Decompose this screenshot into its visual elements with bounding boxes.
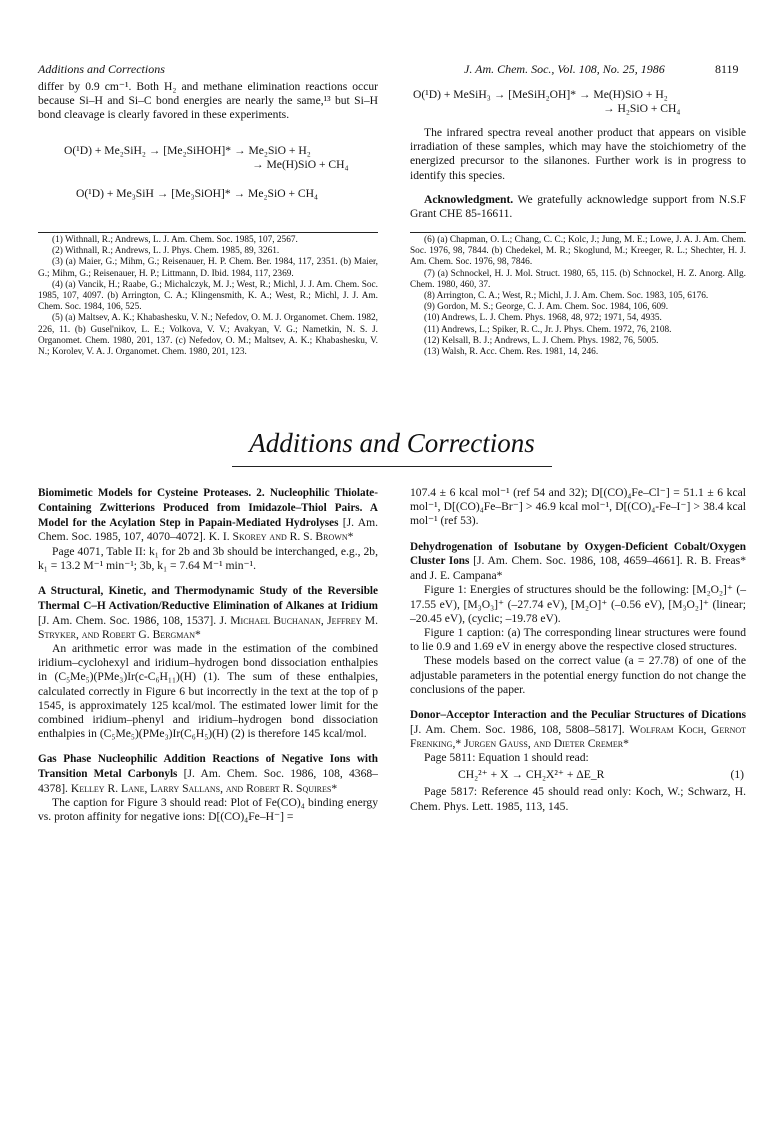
continued-paragraph: differ by 0.9 cm⁻¹. Both H₂ and methane elimination reactions occur because Si–H and Si–C bond energies are nearly the same,¹³ but Si–H bond cleavage is clearly favored in these experiments. — [38, 80, 378, 122]
running-head-journal: J. Am. Chem. Soc., Vol. 108, No. 25, 1986 — [464, 62, 665, 76]
correction-1-title: Biomimetic Models for Cysteine Proteases. 2. Nucleophilic Thiolate-Containing Zwitterions Produced from Imidazole–Thiol Pairs. A Model for the Acylation Step in Papain-Mediated Hydrolyses — [38, 487, 378, 529]
top-right-column — [410, 126, 746, 221]
correction-2-heading — [38, 584, 378, 642]
section-title: Additions and Corrections — [249, 428, 535, 458]
correction-5-citation: [J. Am. Chem. Soc. 1986, 108, 5808–5817]. — [410, 722, 625, 736]
correction-3-title: Gas Phase Nucleophilic Addition Reactions of Negative Ions with Transition Metal Carbonyls — [38, 753, 378, 781]
infrared-paragraph: The infrared spectra reveal another product that appears on visible irradiation of these samples, which may have the stoichiometry of the energized precursor to the silanones. Further work is in progress to identify this species. — [410, 126, 746, 182]
equation-3-line-2: → H₂SiO + CH₄ — [603, 102, 681, 115]
reference-item: (9) Gordon, M. S.; George, C. J. Am. Chem. Soc. 1984, 106, 609. — [424, 302, 669, 313]
correction-1-authors: K. I. Skorey and R. S. Brown* — [208, 530, 354, 544]
reference-item: (7) (a) Schnockel, H. J. Mol. Struct. 1980, 65, 115. (b) Schnockel, H. Z. Anorg. Allg. Chem. 1980, 460, 37. — [410, 268, 746, 290]
correction-3-citation: [J. Am. Chem. Soc. 1986, 108, 4368–4378]. — [38, 767, 378, 796]
correction-5-equation: CH₂²⁺ + X → CH₂X²⁺ + ΔE_R — [458, 768, 605, 782]
reference-item: (1) Withnall, R.; Andrews, L. J. Am. Chem. Soc. 1985, 107, 2567. — [52, 235, 298, 245]
correction-5-paragraph-2: Page 5817: Reference 45 should read only: Koch, W.; Schwarz, H. Chem. Phys. Lett. 1985, 113, 145. — [410, 785, 746, 813]
reference-item: (2) Withnall, R.; Andrews, L. J. Phys. Chem. 1985, 89, 3261. — [52, 246, 280, 257]
correction-1-heading — [38, 486, 378, 545]
footnote-rule-left — [38, 232, 378, 233]
correction-5-equation-row — [410, 765, 746, 785]
equation-2: O(¹D) + Me₃SiH → [Me₃SiOH]* → Me₂SiO + CH₄ — [76, 187, 319, 200]
reference-item: (4) (a) Vancik, H.; Raabe, G.; Michalczyk, M. J.; West, R.; Michl, J. J. Am. Chem. Soc. 1985, 107, 4097. (b) Arrington, C. A.; Klingensmith, K. A.; West, R.; Michl, J. J. Am. Chem. Soc. 1984, 106, 525. — [38, 279, 378, 313]
correction-4-paragraph-1: Figure 1: Energies of structures should be the following: [M₂O₂]⁺ (–17.55 eV), [M₃O₃]⁺ (–27.74 eV), [M₂O]⁺ (–0.56 eV), [M₃O₂]⁺ (linear; –20.45 eV), (cyclic; –19.78 eV). — [410, 583, 746, 625]
section-title-rule — [232, 466, 552, 467]
equation-3-line-1: O(¹D) + MeSiH₃ → [MeSiH₂OH]* → Me(H)SiO + H₂ — [413, 88, 668, 101]
correction-2-title: A Structural, Kinetic, and Thermodynamic Study of the Reversible Thermal C–H Activation/Reductive Elimination of Alkanes at Iridium — [38, 585, 378, 612]
correction-3-heading — [38, 752, 378, 796]
reference-item: (5) (a) Maltsev, A. K.; Khabashesku, V. N.; Nefedov, O. M. J. Organomet. Chem. 1982, 226, 11. (b) Gusel'nikov, L. E.; Volkova, V. V.; Avakyan, V. G.; Nametkin, N. S. J. Organomet. Chem. 1980, 201, 137. (c) Nefedov, O. M.; Maltsev, A. K.; Khabashesku, V. N.; Korolev, V. A. J. Organomet. Chem. 1980, 201, 123. — [38, 313, 378, 358]
reference-item: (13) Walsh, R. Acc. Chem. Res. 1981, 14, 246. — [424, 347, 599, 358]
references-left — [38, 235, 378, 358]
correction-1-citation: [J. Am. Chem. Soc. 1985, 107, 4070–4072]. — [38, 515, 378, 544]
correction-2-citation: [J. Am. Chem. Soc. 1986, 108, 1537]. — [38, 613, 217, 627]
correction-3-continued: 107.4 ± 6 kcal mol⁻¹ (ref 54 and 32); D[(CO)₄Fe–Cl⁻] = 51.1 ± 6 kcal mol⁻¹, D[(CO)₄Fe–Br⁻] > 46.9 kcal mol⁻¹, D[(CO)₄-Fe–I⁻] > 38.4 kcal mol⁻¹ (ref 53). — [410, 486, 746, 528]
reference-item: (6) (a) Chapman, O. L.; Chang, C. C.; Kolc, J.; Jung, M. E.; Lowe, J. A. J. Am. Chem. Soc. 1976, 98, 7844. (b) Chedekel, M. R.; Skoglund, M.; Kreeger, R. L.; Shechter, H. J. Am. Chem. Soc. 1976, 98, 7846. — [410, 235, 746, 268]
correction-2-body: An arithmetic error was made in the estimation of the combined iridium–cyclohexyl and iridium–hydrogen bond dissociation enthalpies in (C₅Me₅)(PMe₃)Ir(c-C₆H₁₁)(H) (1). The sum of these enthalpies, calculated correctly in Figure 6 but incorrectly in the text at the top of p 1545, is approximately 125 kcal/mol. The estimated lower limit for the combined iridium–phenyl and iridium–hydrogen bond dissociation enthalpies in (C₅Me₅)(PMe₃)Ir(C₆H₅)(H) (2) is therefore 145 kcal/mol. — [38, 642, 378, 741]
equation-1-line-2: → Me(H)SiO + CH₄ — [252, 158, 349, 171]
correction-4-heading — [410, 540, 746, 584]
reference-item: (8) Arrington, C. A.; West, R.; Michl, J. J. Am. Chem. Soc. 1983, 105, 6176. — [424, 291, 709, 302]
correction-5-equation-number: (1) — [730, 768, 744, 782]
correction-4-citation: [J. Am. Chem. Soc. 1986, 108, 4659–4661]. — [473, 554, 683, 568]
top-left-column — [38, 80, 378, 123]
correction-4-title: Dehydrogenation of Isobutane by Oxygen-Deficient Cobalt/Oxygen Cluster Ions — [410, 540, 746, 568]
correction-4-paragraph-3: These models based on the correct value (a = 27.78) of one of the adjustable parameters in the potential energy function do not change the conclusions of the paper. — [410, 654, 746, 696]
footnote-rule-right — [410, 232, 746, 233]
correction-4-paragraph-2: Figure 1 caption: (a) The corresponding linear structures were found to lie 0.9 and 1.69 eV in energy above the respective closed structures. — [410, 626, 746, 654]
acknowledgment — [410, 193, 746, 221]
references-right — [410, 235, 746, 358]
correction-3-body: The caption for Figure 3 should read: Plot of Fe(CO)₄ binding energy vs. proton affinity for negative ions: D[(CO)₄Fe–H⁻] = — [38, 796, 378, 824]
correction-5-title: Donor–Acceptor Interaction and the Peculiar Structures of Dications — [410, 709, 746, 722]
reference-item: (10) Andrews, L. J. Chem. Phys. 1968, 48, 972; 1971, 54, 4935. — [424, 313, 662, 324]
correction-2-authors: J. Michael Buchanan, Jeffrey M. Stryker, and Robert G. Bergman* — [38, 613, 379, 641]
running-head-left: Additions and Corrections — [38, 62, 165, 76]
correction-5-authors: Wolfram Koch, Gernot Frenking,* Jurgen Gauss, and Dieter Cremer* — [410, 722, 747, 751]
correction-5-paragraph-1: Page 5811: Equation 1 should read: — [424, 751, 589, 765]
equation-1-line-1: O(¹D) + Me₂SiH₂ → [Me₂SiHOH]* → Me₂SiO + H₂ — [64, 144, 311, 157]
page-number: 8119 — [715, 62, 739, 76]
corrections-left-column — [38, 486, 378, 825]
corrections-right-column — [410, 486, 746, 814]
correction-3-authors: Kelley R. Lane, Larry Sallans, and Robert R. Squires* — [70, 782, 338, 796]
reference-item: (3) (a) Maier, G.; Mihm, G.; Reisenauer, H. P. Chem. Ber. 1984, 117, 2351. (b) Maier, G.; Mihm, G.; Reisenauer, H. P.; Littmann, D. Ibid. 1984, 117, 2369. — [38, 257, 378, 279]
reference-item: (11) Andrews, L.; Spiker, R. C., Jr. J. Phys. Chem. 1972, 76, 2108. — [424, 324, 672, 335]
correction-5-heading — [410, 708, 746, 751]
acknowledgment-label: Acknowledgment. — [424, 192, 514, 206]
correction-1-body: Page 4071, Table II: k₁ for 2b and 3b should be interchanged, e.g., 2b, k₁ = 13.2 M⁻¹ min⁻¹; 3b, k₁ = 7.64 M⁻¹ min⁻¹. — [38, 544, 378, 572]
reference-item: (12) Kelsall, B. J.; Andrews, L. J. Chem. Phys. 1982, 76, 5005. — [424, 335, 659, 346]
acknowledgment-text: We gratefully acknowledge support from N.S.F Grant CHE 85-16611. — [410, 192, 746, 221]
correction-4-authors: R. B. Freas* and J. E. Campana* — [410, 554, 746, 583]
